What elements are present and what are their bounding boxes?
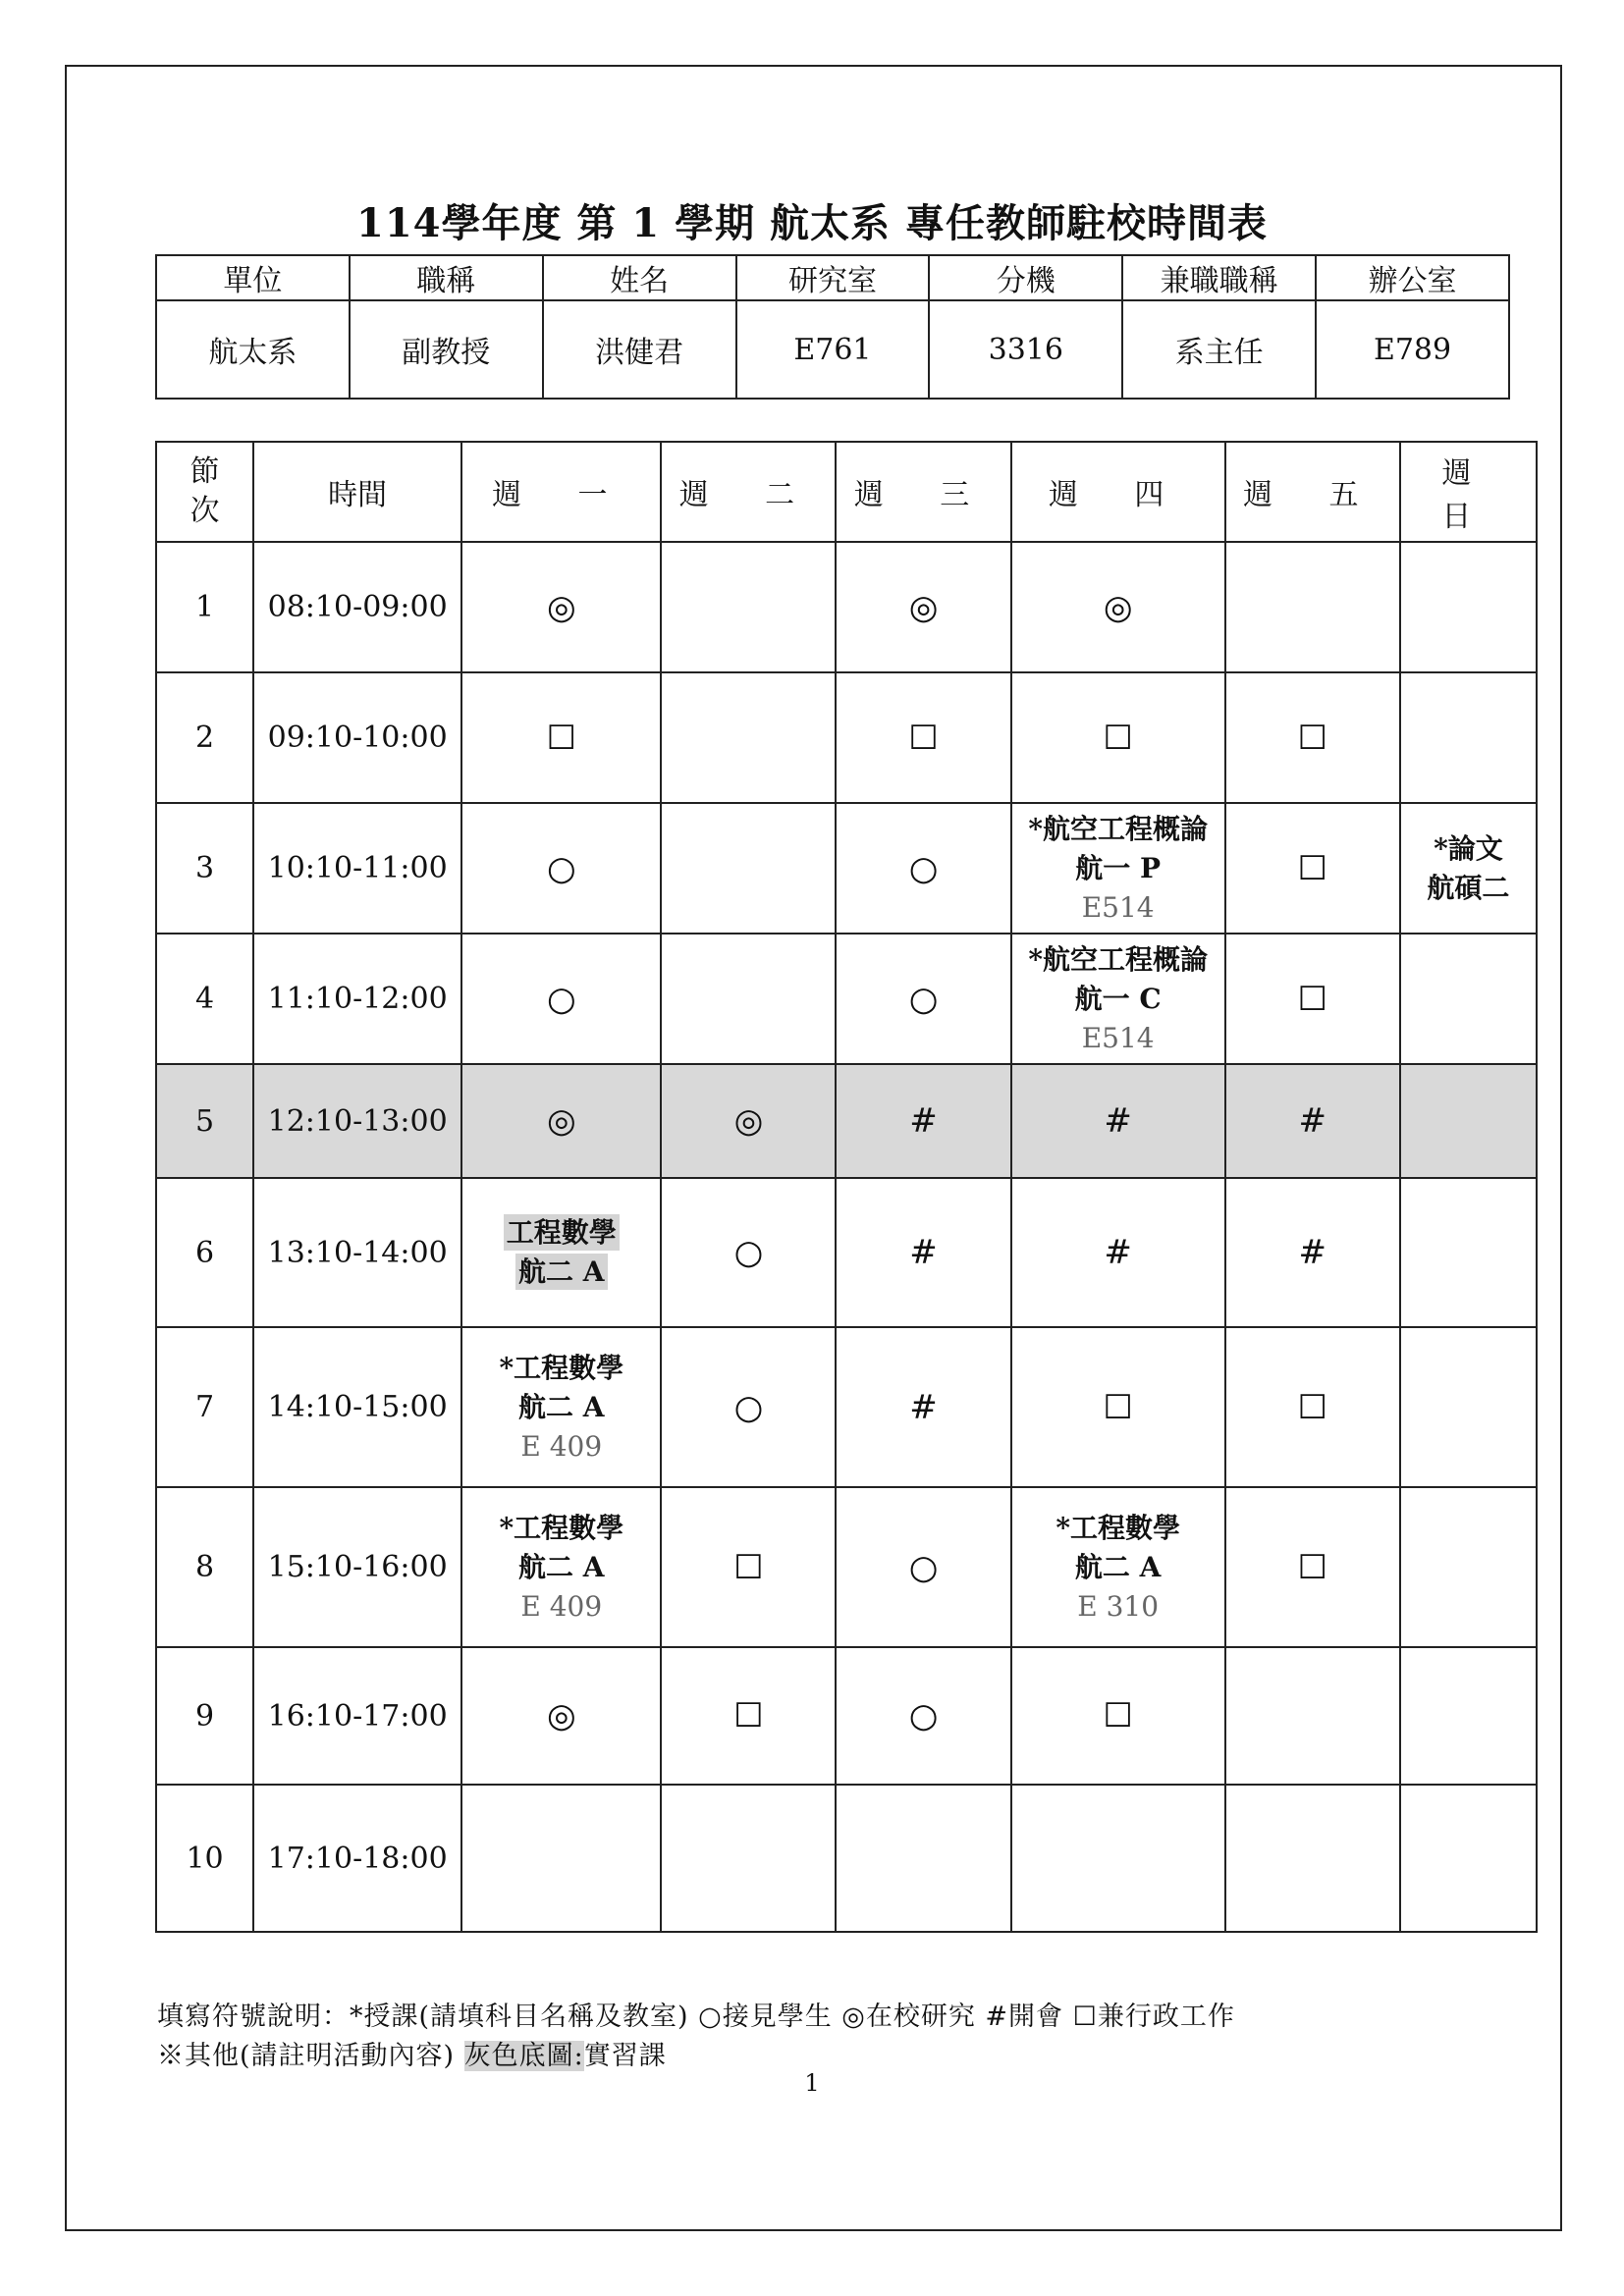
course-cell-mon bbox=[461, 1487, 661, 1647]
cell-mon: ◎ bbox=[461, 542, 661, 672]
period-cell: 9 bbox=[156, 1647, 253, 1785]
course-cell-thu bbox=[1011, 803, 1225, 934]
cell-tue: ☐ bbox=[661, 1487, 836, 1647]
cell-sun bbox=[1400, 1178, 1537, 1327]
cell-fri: ☐ bbox=[1225, 934, 1400, 1064]
course-class: 航碩二 bbox=[1427, 871, 1510, 904]
header-time: 時間 bbox=[253, 442, 461, 542]
course-cell-mon bbox=[461, 1178, 661, 1327]
period-cell: 3 bbox=[156, 803, 253, 934]
period-cell: 8 bbox=[156, 1487, 253, 1647]
course-room: E 409 bbox=[520, 1589, 603, 1623]
cell-wed: ☐ bbox=[836, 672, 1010, 803]
cell-fri: ☐ bbox=[1225, 803, 1400, 934]
period-cell: 5 bbox=[156, 1064, 253, 1178]
cell-mon: ○ bbox=[461, 934, 661, 1064]
cell-fri bbox=[1225, 1785, 1400, 1932]
cell-sun bbox=[1400, 1064, 1537, 1178]
cell-sun bbox=[1400, 542, 1537, 672]
page-number: 1 bbox=[804, 2069, 820, 2097]
course-cell-thu bbox=[1011, 934, 1225, 1064]
course-class: 航二 A bbox=[518, 1390, 605, 1423]
cell-sun bbox=[1400, 1785, 1537, 1932]
header-period bbox=[156, 442, 253, 542]
cell-sun bbox=[1400, 934, 1537, 1064]
course-room: E 310 bbox=[1077, 1589, 1160, 1623]
cell-wed: ○ bbox=[836, 803, 1010, 934]
info-header-ext: 分機 bbox=[929, 255, 1122, 300]
info-office: E789 bbox=[1316, 300, 1509, 399]
course-name: *航空工程概論 bbox=[1028, 942, 1208, 976]
cell-fri bbox=[1225, 1647, 1400, 1785]
period-cell: 2 bbox=[156, 672, 253, 803]
legend-other: ※其他(請註明活動內容) bbox=[157, 2041, 456, 2071]
cell-thu: # bbox=[1011, 1064, 1225, 1178]
header-day-mon: 週 一 bbox=[461, 442, 661, 542]
schedule-row-10 bbox=[156, 1785, 1537, 1932]
cell-tue: ○ bbox=[661, 1178, 836, 1327]
cell-thu bbox=[1011, 1785, 1225, 1932]
course-name: 工程數學 bbox=[504, 1214, 620, 1251]
period-cell: 1 bbox=[156, 542, 253, 672]
time-cell: 15:10-16:00 bbox=[253, 1487, 461, 1647]
cell-fri bbox=[1225, 542, 1400, 672]
schedule-row-3 bbox=[156, 803, 1537, 934]
period-cell: 10 bbox=[156, 1785, 253, 1932]
course-name: *論文 bbox=[1434, 831, 1503, 865]
cell-fri: # bbox=[1225, 1178, 1400, 1327]
legend-gray-label: 灰色底圖: bbox=[463, 2041, 584, 2071]
period-cell: 4 bbox=[156, 934, 253, 1064]
cell-wed: ○ bbox=[836, 1487, 1010, 1647]
header-day-thu: 週 四 bbox=[1011, 442, 1225, 542]
time-cell: 10:10-11:00 bbox=[253, 803, 461, 934]
time-cell: 14:10-15:00 bbox=[253, 1327, 461, 1487]
info-name: 洪健君 bbox=[543, 300, 736, 399]
info-header-rank: 職稱 bbox=[350, 255, 543, 300]
cell-thu: ◎ bbox=[1011, 542, 1225, 672]
cell-mon bbox=[461, 1785, 661, 1932]
schedule-row-2 bbox=[156, 672, 1537, 803]
cell-tue: ○ bbox=[661, 1327, 836, 1487]
cell-wed: # bbox=[836, 1064, 1010, 1178]
info-header-lab: 研究室 bbox=[736, 255, 930, 300]
cell-mon: ☐ bbox=[461, 672, 661, 803]
header-period-text: 節次 bbox=[189, 454, 220, 528]
legend bbox=[157, 1998, 1235, 2076]
cell-tue: ☐ bbox=[661, 1647, 836, 1785]
cell-fri: ☐ bbox=[1225, 1327, 1400, 1487]
schedule-row-1 bbox=[156, 542, 1537, 672]
course-name: *航空工程概論 bbox=[1028, 812, 1208, 845]
course-room: E514 bbox=[1081, 1021, 1155, 1054]
header-day-wed: 週 三 bbox=[836, 442, 1010, 542]
course-class: 航一 C bbox=[1074, 982, 1162, 1015]
cell-sun bbox=[1400, 1487, 1537, 1647]
course-cell-thu bbox=[1011, 1487, 1225, 1647]
course-cell-mon bbox=[461, 1327, 661, 1487]
page-title: 114學年度 第 1 學期 航太系 專任教師駐校時間表 bbox=[356, 200, 1268, 246]
course-class: 航二 A bbox=[515, 1254, 607, 1290]
period-cell: 7 bbox=[156, 1327, 253, 1487]
course-name: *工程數學 bbox=[1056, 1511, 1180, 1544]
info-header-office: 辦公室 bbox=[1316, 255, 1509, 300]
course-name: *工程數學 bbox=[499, 1511, 624, 1544]
cell-tue bbox=[661, 934, 836, 1064]
course-room: E 409 bbox=[520, 1429, 603, 1463]
cell-sun bbox=[1400, 672, 1537, 803]
cell-tue bbox=[661, 1785, 836, 1932]
cell-thu: ☐ bbox=[1011, 1647, 1225, 1785]
cell-wed: # bbox=[836, 1178, 1010, 1327]
cell-fri: # bbox=[1225, 1064, 1400, 1178]
teacher-info-table bbox=[155, 254, 1510, 400]
cell-tue: ◎ bbox=[661, 1064, 836, 1178]
cell-mon: ○ bbox=[461, 803, 661, 934]
cell-wed: ◎ bbox=[836, 542, 1010, 672]
legend-line-1: 填寫符號說明：*授課(請填科目名稱及教室) ○接見學生 ◎在校研究 #開會 ☐兼行政工作 bbox=[157, 2002, 1235, 2032]
info-header-unit: 單位 bbox=[156, 255, 350, 300]
header-day-sun: 週 日 bbox=[1400, 442, 1537, 542]
schedule-row-7 bbox=[156, 1327, 1537, 1487]
info-lab: E761 bbox=[736, 300, 930, 399]
info-header-name: 姓名 bbox=[543, 255, 736, 300]
time-cell: 13:10-14:00 bbox=[253, 1178, 461, 1327]
cell-tue bbox=[661, 672, 836, 803]
cell-thu: # bbox=[1011, 1178, 1225, 1327]
header-day-fri: 週 五 bbox=[1225, 442, 1400, 542]
info-ext: 3316 bbox=[929, 300, 1122, 399]
period-cell: 6 bbox=[156, 1178, 253, 1327]
cell-wed: # bbox=[836, 1327, 1010, 1487]
cell-thu: ☐ bbox=[1011, 1327, 1225, 1487]
legend-lab-course: 實習課 bbox=[583, 2041, 667, 2071]
cell-fri: ☐ bbox=[1225, 1487, 1400, 1647]
schedule-row-9 bbox=[156, 1647, 1537, 1785]
schedule-row-8 bbox=[156, 1487, 1537, 1647]
cell-tue bbox=[661, 803, 836, 934]
course-name: *工程數學 bbox=[499, 1351, 624, 1384]
cell-wed bbox=[836, 1785, 1010, 1932]
cell-wed: ○ bbox=[836, 1647, 1010, 1785]
cell-sun bbox=[1400, 1327, 1537, 1487]
time-cell: 16:10-17:00 bbox=[253, 1647, 461, 1785]
schedule-row-5 bbox=[156, 1064, 1537, 1178]
cell-mon: ◎ bbox=[461, 1647, 661, 1785]
header-day-tue: 週 二 bbox=[661, 442, 836, 542]
info-admin-title: 系主任 bbox=[1122, 300, 1316, 399]
cell-mon: ◎ bbox=[461, 1064, 661, 1178]
time-cell: 09:10-10:00 bbox=[253, 672, 461, 803]
course-cell-sun bbox=[1400, 803, 1537, 934]
info-rank: 副教授 bbox=[350, 300, 543, 399]
course-class: 航二 A bbox=[1074, 1550, 1162, 1583]
time-cell: 11:10-12:00 bbox=[253, 934, 461, 1064]
time-cell: 08:10-09:00 bbox=[253, 542, 461, 672]
cell-tue bbox=[661, 542, 836, 672]
course-class: 航一 P bbox=[1075, 851, 1162, 884]
info-unit: 航太系 bbox=[156, 300, 350, 399]
cell-fri: ☐ bbox=[1225, 672, 1400, 803]
cell-wed: ○ bbox=[836, 934, 1010, 1064]
schedule-row-4 bbox=[156, 934, 1537, 1064]
schedule-row-6 bbox=[156, 1178, 1537, 1327]
cell-thu: ☐ bbox=[1011, 672, 1225, 803]
course-room: E514 bbox=[1081, 890, 1155, 924]
info-header-admin-title: 兼職職稱 bbox=[1122, 255, 1316, 300]
course-class: 航二 A bbox=[518, 1550, 605, 1583]
time-cell: 17:10-18:00 bbox=[253, 1785, 461, 1932]
schedule-table bbox=[155, 441, 1538, 1933]
cell-sun bbox=[1400, 1647, 1537, 1785]
time-cell: 12:10-13:00 bbox=[253, 1064, 461, 1178]
